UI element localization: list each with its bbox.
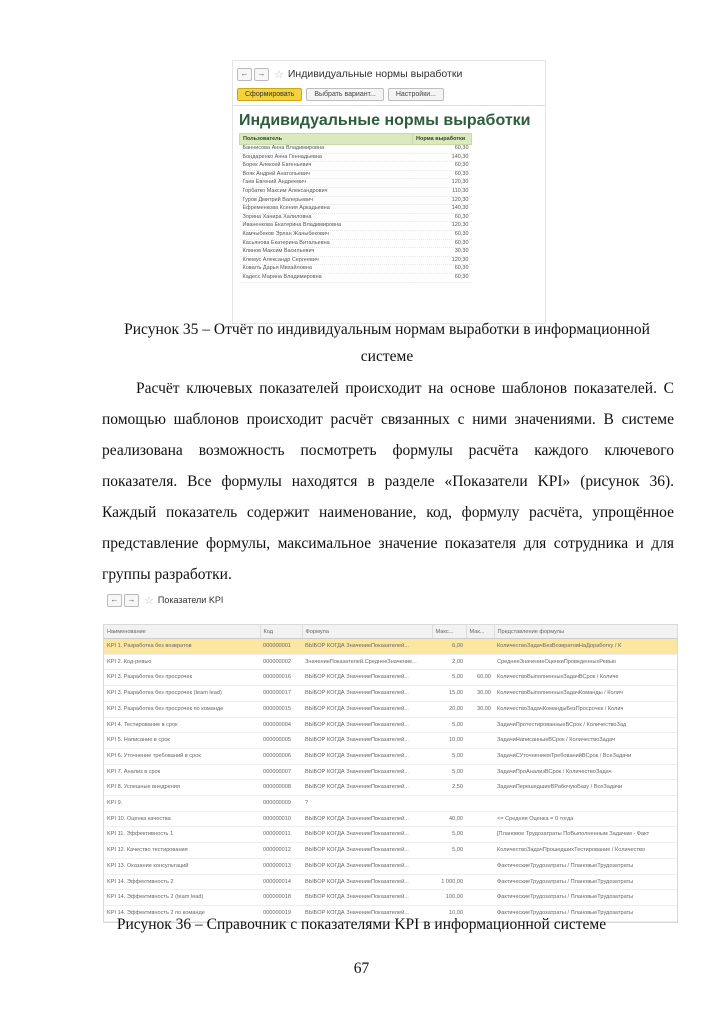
kpi-code-cell: 000000018 [260, 890, 302, 906]
kpi-max-group-cell [466, 811, 494, 827]
kpi-formula-cell: ВЫБОР КОГДА ЗначениеПоказателей... [302, 858, 432, 874]
kpi-code-cell: 000000004 [260, 717, 302, 733]
user-cell: Клинов Максим Васильевич [240, 248, 413, 257]
kpi-max-employee-cell: 10,00 [432, 905, 466, 921]
kpi-representation-cell: КоличествоВыполненныхЗадачВСрок / Количе [494, 670, 677, 686]
figure-35-caption: Рисунок 35 – Отчёт по индивидуальным нормам выработки в информационной системе [124, 321, 650, 365]
norm-cell: 140,30 [413, 205, 472, 214]
kpi-max-employee-cell: 15,00 [432, 686, 466, 702]
table-row[interactable] [104, 874, 677, 890]
kpi-max-group-cell [466, 748, 494, 764]
kpi-max-group-cell: 60,00 [466, 670, 494, 686]
kpi-name-cell: KPI 12. Качество тестирования [104, 843, 260, 859]
kpi-name-cell: KPI 4. Тестирование в срок [104, 717, 260, 733]
kpi-code-cell: 000000014 [260, 874, 302, 890]
kpi-max-group-cell [466, 890, 494, 906]
report-title: Индивидуальные нормы выработки [239, 112, 531, 129]
table-row [240, 239, 472, 248]
user-cell: Иваненкова Екатерина Владимировна [240, 222, 413, 231]
kpi-max-employee-cell: 1 000,00 [432, 874, 466, 890]
table-row[interactable] [104, 780, 677, 796]
kpi-name-cell: KPI 14. Эффективность 2 [104, 874, 260, 890]
user-cell: Касьянова Екатерина Витальевна [240, 239, 413, 248]
table-row [240, 196, 472, 205]
table-row [240, 230, 472, 239]
kpi-max-employee-cell: 5,00 [432, 764, 466, 780]
table-row[interactable] [104, 827, 677, 843]
kpi-max-employee-cell: 20,00 [432, 701, 466, 717]
kpi-max-employee-cell: 5,00 [432, 670, 466, 686]
kpi-name-cell: KPI 7. Анализ в срок [104, 764, 260, 780]
settings-button[interactable]: Настройки... [388, 88, 444, 101]
user-cell: Гаев Евгений Андреевич [240, 179, 413, 188]
table-row[interactable] [104, 686, 677, 702]
kpi-formula-cell: ? [302, 796, 432, 812]
table-row [240, 248, 472, 257]
norm-cell: 30,30 [413, 248, 472, 257]
table-row[interactable] [104, 843, 677, 859]
kpi-code-cell: 000000001 [260, 639, 302, 655]
table-row[interactable] [104, 890, 677, 906]
kpi-code-cell: 000000010 [260, 811, 302, 827]
user-cell: Гуров Дмитрий Валерьевич [240, 196, 413, 205]
body-paragraph: Расчёт ключевых показателей происходит на основе шаблонов показателей. С помощью шаблонов происходит расчёт связанных с ними значениями. В системе реализована возможность посмотреть формулы расчёта каждого ключевого показателя. Все формулы находятся в разделе «Показатели KPI» (рисунок 36). Каждый показатель содержит наименование, код, формулу расчёта, упрощённое представление формулы, максимальное значение показателя для сотрудника и для группы разработки. [102, 380, 674, 583]
kpi-max-employee-cell: 5,00 [432, 717, 466, 733]
norm-cell: 60,30 [413, 230, 472, 239]
page-number: 67 [353, 960, 370, 977]
back-arrow-icon[interactable]: ← [237, 68, 252, 81]
column-header-norm: Норма выработки [413, 134, 472, 145]
table-row [240, 153, 472, 162]
forward-arrow-icon[interactable]: → [254, 68, 269, 81]
norm-cell: 120,30 [413, 196, 472, 205]
kpi-representation-cell: [Плановое Трудозатраты ПоВыполненным Задачам - Факт [494, 827, 677, 843]
table-row [240, 170, 472, 179]
kpi-max-employee-cell: 5,00 [432, 827, 466, 843]
kpi-formula-cell: ВЫБОР КОГДА ЗначениеПоказателей... [302, 874, 432, 890]
kpi-code-cell: 000000005 [260, 733, 302, 749]
norm-cell: 120,30 [413, 179, 472, 188]
user-cell: Горбатко Максим Александрович [240, 187, 413, 196]
kpi-max-employee-cell: 10,00 [432, 733, 466, 749]
norm-cell: 60,30 [413, 273, 472, 282]
norm-cell: 120,30 [413, 256, 472, 265]
norm-cell: 60,30 [413, 145, 472, 154]
column-header-name[interactable]: Наименование [104, 625, 260, 639]
kpi-table [104, 625, 678, 922]
window-toolbar-kpi [103, 584, 676, 610]
kpi-formula-cell: ВЫБОР КОГДА ЗначениеПоказателей... [302, 701, 432, 717]
user-cell: Вояк Андрей Анатольевич [240, 170, 413, 179]
norm-cell: 60,30 [413, 265, 472, 274]
table-row[interactable] [104, 733, 677, 749]
kpi-code-cell: 000000016 [260, 670, 302, 686]
column-header-formula[interactable]: Формула [302, 625, 432, 639]
figure-36-screenshot [103, 584, 676, 916]
kpi-representation-cell: ЗадачиНаписанныеВСрок / КоличествоЗадач [494, 733, 677, 749]
kpi-code-cell: 000000012 [260, 843, 302, 859]
user-cell: Ковалъ Дарья Михайловна [240, 265, 413, 274]
table-row[interactable] [104, 764, 677, 780]
user-cell: Кадесс Марина Владимировна [240, 273, 413, 282]
kpi-representation-cell [494, 796, 677, 812]
kpi-formula-cell: ВЫБОР КОГДА ЗначениеПоказателей... [302, 733, 432, 749]
kpi-formula-cell: ВЫБОР КОГДА ЗначениеПоказателей... [302, 890, 432, 906]
kpi-name-cell: KPI 3. Разработка без просрочек (team lead) [104, 686, 260, 702]
kpi-formula-cell: ВЫБОР КОГДА ЗначениеПоказателей... [302, 670, 432, 686]
kpi-code-cell: 000000002 [260, 654, 302, 670]
column-header-user: Пользователь [240, 134, 413, 145]
kpi-representation-cell: ФактическиеТрудозатраты / ПлановыеТрудозатраты [494, 874, 677, 890]
kpi-name-cell: KPI 11. Эффективность 1 [104, 827, 260, 843]
table-row [240, 145, 472, 154]
figure-36-caption: Рисунок 36 – Справочник с показателями KPI в информационной системе [116, 916, 607, 933]
favorite-star-icon[interactable]: ☆ [144, 594, 154, 607]
kpi-formula-cell: ВЫБОР КОГДА ЗначениеПоказателей... [302, 843, 432, 859]
kpi-representation-cell: ЗадачиПроАнализВСрок / КоличествоЗадач [494, 764, 677, 780]
kpi-code-cell: 000000013 [260, 858, 302, 874]
table-row [240, 162, 472, 171]
kpi-max-group-cell [466, 764, 494, 780]
kpi-formula-cell: ЗначениеПоказателей.СреднееЗначение... [302, 654, 432, 670]
kpi-max-employee-cell: 40,00 [432, 811, 466, 827]
kpi-code-cell: 000000019 [260, 905, 302, 921]
user-cell: Борек Алексей Евгеньевич [240, 162, 413, 171]
kpi-representation-cell: ФактическиеТрудозатраты / ПлановыеТрудозатраты [494, 905, 677, 921]
table-row[interactable] [104, 748, 677, 764]
kpi-max-group-cell [466, 780, 494, 796]
window-toolbar [233, 61, 545, 83]
kpi-code-cell: 000000015 [260, 701, 302, 717]
kpi-representation-cell: КоличествоЗадачБезВозвратовНаДоработку / К [494, 639, 677, 655]
kpi-name-cell: KPI 3. Разработка без просрочек по команде [104, 701, 260, 717]
kpi-formula-cell: ВЫБОР КОГДА ЗначениеПоказателей... [302, 764, 432, 780]
kpi-code-cell: 000000008 [260, 780, 302, 796]
kpi-representation-cell: СреднееЗначениеОценкиПроведенныхРевью [494, 654, 677, 670]
choose-variant-button[interactable]: Выбрать вариант... [306, 88, 384, 101]
kpi-max-group-cell [466, 827, 494, 843]
kpi-max-group-cell [466, 717, 494, 733]
kpi-max-group-cell [466, 796, 494, 812]
kpi-max-group-cell [466, 654, 494, 670]
kpi-grid [103, 624, 678, 923]
kpi-formula-cell: ВЫБОР КОГДА ЗначениеПоказателей... [302, 780, 432, 796]
kpi-max-group-cell: 30,00 [466, 701, 494, 717]
figure-35-screenshot [232, 60, 546, 324]
user-cell: Баннисова Анна Владимировна [240, 145, 413, 154]
table-row[interactable] [104, 796, 677, 812]
forward-arrow-icon[interactable]: → [124, 594, 139, 607]
norm-cell: 60,30 [413, 239, 472, 248]
kpi-max-group-cell: 30,00 [466, 686, 494, 702]
kpi-name-cell: KPI 6. Уточнение требований в срок [104, 748, 260, 764]
kpi-formula-cell: ВЫБОР КОГДА ЗначениеПоказателей... [302, 811, 432, 827]
norm-cell: 110,30 [413, 187, 472, 196]
table-row[interactable] [104, 701, 677, 717]
table-row[interactable] [104, 811, 677, 827]
norm-cell: 60,30 [413, 162, 472, 171]
kpi-representation-cell: КоличествоЗадачПрошедшихТестирование / Количество [494, 843, 677, 859]
kpi-name-cell: KPI 2. Код-ревью [104, 654, 260, 670]
favorite-star-icon[interactable]: ☆ [274, 68, 284, 81]
table-row [240, 273, 472, 282]
kpi-code-cell: 000000011 [260, 827, 302, 843]
kpi-name-cell: KPI 14. Эффективность 2 (team lead) [104, 890, 260, 906]
user-cell: Бондаренко Анна Геннадьевна [240, 153, 413, 162]
user-cell: Камчыбеков Эрлан Жаныбекович [240, 230, 413, 239]
norm-cell: 60,30 [413, 213, 472, 222]
kpi-name-cell: KPI 3. Разработка без просрочек [104, 670, 260, 686]
kpi-representation-cell: КоличествоЗадачКомандыБезПросрочек / Колич [494, 701, 677, 717]
table-row [240, 222, 472, 231]
kpi-representation-cell: КоличествоВыполненныхЗадачКоманды / Колич [494, 686, 677, 702]
kpi-representation-cell: ЗадачиПерешедшиеВРабочуюБазу / ВсеЗадачи [494, 780, 677, 796]
kpi-representation-cell: <= Средняя Оценка = 0 тогда [494, 811, 677, 827]
table-row[interactable] [104, 717, 677, 733]
kpi-name-cell: KPI 8. Успешные внедрения [104, 780, 260, 796]
kpi-code-cell: 000000017 [260, 686, 302, 702]
norm-cell: 120,30 [413, 222, 472, 231]
kpi-max-employee-cell: 6,00 [432, 639, 466, 655]
norm-cell: 60,30 [413, 170, 472, 179]
kpi-max-employee-cell: 2,50 [432, 780, 466, 796]
table-row[interactable] [104, 858, 677, 874]
kpi-formula-cell: ВЫБОР КОГДА ЗначениеПоказателей... [302, 686, 432, 702]
generate-button[interactable]: Сформировать [237, 88, 302, 101]
kpi-name-cell: KPI 14. Эффективность 2 по команде [104, 905, 260, 921]
kpi-max-employee-cell [432, 858, 466, 874]
column-header-code[interactable]: Код [260, 625, 302, 639]
column-header-max-employee[interactable]: Макс... [432, 625, 466, 639]
kpi-name-cell: KPI 1. Разработка без возвратов [104, 639, 260, 655]
table-row [240, 187, 472, 196]
kpi-formula-cell: ВЫБОР КОГДА ЗначениеПоказателей... [302, 905, 432, 921]
kpi-max-group-cell [466, 874, 494, 890]
back-arrow-icon[interactable]: ← [107, 594, 122, 607]
kpi-name-cell: KPI 10. Оценка качества [104, 811, 260, 827]
table-row [240, 205, 472, 214]
table-row [240, 256, 472, 265]
kpi-max-employee-cell: 5,00 [432, 843, 466, 859]
kpi-formula-cell: ВЫБОР КОГДА ЗначениеПоказателей... [302, 827, 432, 843]
kpi-max-group-cell [466, 843, 494, 859]
table-row [240, 179, 472, 188]
window-title-kpi: Показатели KPI [157, 595, 224, 605]
kpi-code-cell: 000000007 [260, 764, 302, 780]
kpi-formula-cell: ВЫБОР КОГДА ЗначениеПоказателей... [302, 639, 432, 655]
column-header-representation[interactable]: Представление формулы [494, 625, 677, 639]
kpi-representation-cell: ФактическиеТрудозатраты / ПлановыеТрудозатраты [494, 890, 677, 906]
kpi-representation-cell: ЗадачиСУточнениемТребованийВСрок / ВсеЗадачи [494, 748, 677, 764]
user-cell: Клемус Александр Сергеевич [240, 256, 413, 265]
table-row[interactable] [104, 670, 677, 686]
user-cell: Зорина Ханира Халиловна [240, 213, 413, 222]
norm-cell: 140,30 [413, 153, 472, 162]
kpi-formula-cell: ВЫБОР КОГДА ЗначениеПоказателей... [302, 748, 432, 764]
table-row[interactable] [104, 639, 677, 655]
kpi-max-group-cell [466, 858, 494, 874]
user-cell: Ефременкова Ксения Аркадьевна [240, 205, 413, 214]
norms-table [239, 133, 472, 283]
kpi-representation-cell: ФактическиеТрудозатраты / ПлановыеТрудозатраты [494, 858, 677, 874]
kpi-max-employee-cell: 100,00 [432, 890, 466, 906]
window-title: Индивидуальные нормы выработки [287, 68, 463, 80]
kpi-max-group-cell [466, 733, 494, 749]
kpi-code-cell: 000000006 [260, 748, 302, 764]
kpi-max-group-cell [466, 639, 494, 655]
column-header-max-group[interactable]: Мак... [466, 625, 494, 639]
kpi-max-employee-cell [432, 796, 466, 812]
table-row [240, 213, 472, 222]
kpi-max-employee-cell: 5,00 [432, 748, 466, 764]
kpi-code-cell: 000000009 [260, 796, 302, 812]
kpi-name-cell: KPI 5. Написание в срок [104, 733, 260, 749]
kpi-max-employee-cell: 2,00 [432, 654, 466, 670]
kpi-name-cell: KPI 13. Оказание консультаций [104, 858, 260, 874]
table-row[interactable] [104, 654, 677, 670]
kpi-name-cell: KPI 9. [104, 796, 260, 812]
table-row [240, 265, 472, 274]
command-bar [233, 83, 545, 106]
kpi-representation-cell: ЗадачиПротестированныеВСрок / КоличествоЗад [494, 717, 677, 733]
kpi-formula-cell: ВЫБОР КОГДА ЗначениеПоказателей... [302, 717, 432, 733]
